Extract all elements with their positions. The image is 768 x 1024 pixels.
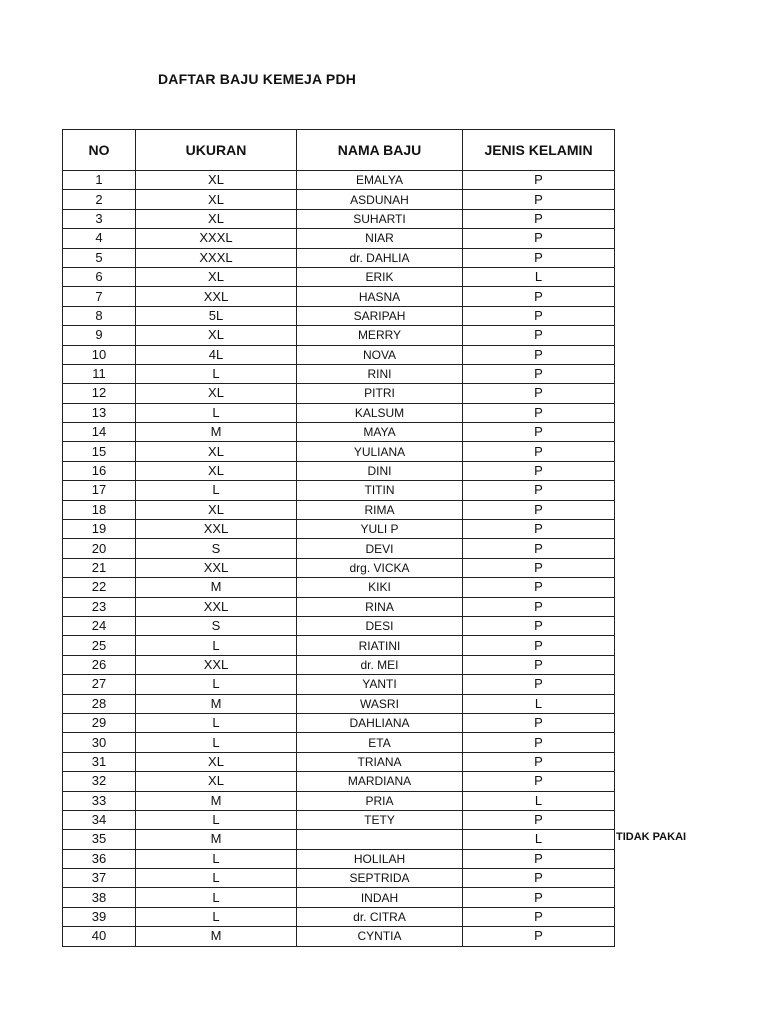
cell-no: 9 (63, 326, 136, 345)
cell-no: 3 (63, 209, 136, 228)
cell-no: 2 (63, 190, 136, 209)
cell-jenis-kelamin: P (463, 655, 615, 674)
header-ukuran: UKURAN (136, 130, 297, 171)
cell-nama-baju: KIKI (297, 578, 463, 597)
header-no: NO (63, 130, 136, 171)
cell-ukuran: 5L (136, 306, 297, 325)
cell-nama-baju: NIAR (297, 229, 463, 248)
cell-ukuran: XL (136, 171, 297, 190)
cell-jenis-kelamin: P (463, 849, 615, 868)
cell-jenis-kelamin: P (463, 539, 615, 558)
cell-nama-baju: NOVA (297, 345, 463, 364)
cell-no: 4 (63, 229, 136, 248)
cell-no: 7 (63, 287, 136, 306)
cell-ukuran: M (136, 791, 297, 810)
table-row (63, 364, 615, 383)
cell-ukuran: XXL (136, 520, 297, 539)
table-row (63, 461, 615, 480)
table-header-row (63, 130, 615, 171)
cell-ukuran: XXXL (136, 229, 297, 248)
cell-nama-baju: dr. DAHLIA (297, 248, 463, 267)
cell-nama-baju: SUHARTI (297, 209, 463, 228)
table-row (63, 869, 615, 888)
cell-nama-baju: MERRY (297, 326, 463, 345)
cell-ukuran: XXL (136, 655, 297, 674)
cell-no: 12 (63, 384, 136, 403)
cell-ukuran: L (136, 869, 297, 888)
cell-ukuran: 4L (136, 345, 297, 364)
cell-ukuran: XL (136, 752, 297, 771)
cell-nama-baju: dr. MEI (297, 655, 463, 674)
cell-no: 18 (63, 500, 136, 519)
cell-nama-baju: MARDIANA (297, 772, 463, 791)
table-row (63, 423, 615, 442)
cell-ukuran: XL (136, 461, 297, 480)
cell-nama-baju: HASNA (297, 287, 463, 306)
cell-jenis-kelamin: P (463, 345, 615, 364)
cell-nama-baju: YANTI (297, 675, 463, 694)
cell-ukuran: M (136, 694, 297, 713)
cell-jenis-kelamin: P (463, 481, 615, 500)
cell-ukuran: XL (136, 442, 297, 461)
cell-no: 20 (63, 539, 136, 558)
table-row (63, 190, 615, 209)
cell-jenis-kelamin: P (463, 733, 615, 752)
cell-nama-baju: KALSUM (297, 403, 463, 422)
cell-jenis-kelamin: P (463, 306, 615, 325)
cell-jenis-kelamin: P (463, 578, 615, 597)
cell-no: 15 (63, 442, 136, 461)
cell-nama-baju: DAHLIANA (297, 713, 463, 732)
cell-no: 24 (63, 616, 136, 635)
note-tidak-pakai: TIDAK PAKAI (616, 831, 686, 843)
table-row (63, 597, 615, 616)
cell-nama-baju: drg. VICKA (297, 558, 463, 577)
cell-nama-baju: CYNTIA (297, 927, 463, 946)
cell-nama-baju: EMALYA (297, 171, 463, 190)
cell-no: 32 (63, 772, 136, 791)
cell-nama-baju: RINI (297, 364, 463, 383)
header-nama-baju: NAMA BAJU (297, 130, 463, 171)
table-row (63, 636, 615, 655)
table-row (63, 694, 615, 713)
cell-ukuran: XL (136, 326, 297, 345)
cell-no: 13 (63, 403, 136, 422)
cell-jenis-kelamin: L (463, 791, 615, 810)
cell-jenis-kelamin: P (463, 171, 615, 190)
table-row (63, 229, 615, 248)
cell-no: 38 (63, 888, 136, 907)
cell-nama-baju: dr. CITRA (297, 907, 463, 926)
cell-jenis-kelamin: L (463, 830, 615, 849)
cell-ukuran: XXL (136, 597, 297, 616)
table-row (63, 520, 615, 539)
table-row (63, 171, 615, 190)
cell-no: 25 (63, 636, 136, 655)
cell-nama-baju: ASDUNAH (297, 190, 463, 209)
table-row (63, 578, 615, 597)
cell-jenis-kelamin: P (463, 500, 615, 519)
table-row (63, 539, 615, 558)
cell-no: 6 (63, 267, 136, 286)
cell-no: 8 (63, 306, 136, 325)
cell-no: 1 (63, 171, 136, 190)
cell-jenis-kelamin: P (463, 364, 615, 383)
cell-ukuran: L (136, 403, 297, 422)
cell-nama-baju (297, 830, 463, 849)
cell-ukuran: L (136, 675, 297, 694)
cell-no: 16 (63, 461, 136, 480)
table-row (63, 287, 615, 306)
cell-nama-baju: SARIPAH (297, 306, 463, 325)
cell-ukuran: L (136, 636, 297, 655)
cell-jenis-kelamin: P (463, 752, 615, 771)
table-row (63, 733, 615, 752)
cell-jenis-kelamin: P (463, 520, 615, 539)
cell-jenis-kelamin: P (463, 248, 615, 267)
cell-nama-baju: TRIANA (297, 752, 463, 771)
cell-jenis-kelamin: P (463, 442, 615, 461)
cell-nama-baju: WASRI (297, 694, 463, 713)
cell-no: 29 (63, 713, 136, 732)
cell-ukuran: XL (136, 190, 297, 209)
cell-jenis-kelamin: P (463, 772, 615, 791)
cell-ukuran: L (136, 907, 297, 926)
table-body (63, 171, 615, 947)
cell-nama-baju: SEPTRIDA (297, 869, 463, 888)
cell-ukuran: XL (136, 384, 297, 403)
cell-jenis-kelamin: P (463, 423, 615, 442)
cell-jenis-kelamin: P (463, 461, 615, 480)
cell-jenis-kelamin: P (463, 558, 615, 577)
cell-nama-baju: MAYA (297, 423, 463, 442)
table-row (63, 384, 615, 403)
table-row (63, 267, 615, 286)
page-title: DAFTAR BAJU KEMEJA PDH (158, 71, 357, 87)
cell-jenis-kelamin: P (463, 229, 615, 248)
cell-no: 5 (63, 248, 136, 267)
cell-jenis-kelamin: P (463, 597, 615, 616)
table-row (63, 248, 615, 267)
cell-nama-baju: DINI (297, 461, 463, 480)
cell-no: 10 (63, 345, 136, 364)
cell-ukuran: L (136, 364, 297, 383)
cell-ukuran: M (136, 927, 297, 946)
cell-jenis-kelamin: P (463, 190, 615, 209)
cell-jenis-kelamin: P (463, 907, 615, 926)
cell-no: 39 (63, 907, 136, 926)
table-row (63, 830, 615, 849)
cell-jenis-kelamin: L (463, 267, 615, 286)
cell-no: 31 (63, 752, 136, 771)
cell-ukuran: M (136, 830, 297, 849)
cell-ukuran: M (136, 578, 297, 597)
cell-ukuran: XL (136, 209, 297, 228)
cell-nama-baju: INDAH (297, 888, 463, 907)
table-row (63, 888, 615, 907)
cell-no: 21 (63, 558, 136, 577)
cell-ukuran: L (136, 849, 297, 868)
cell-jenis-kelamin: P (463, 713, 615, 732)
cell-ukuran: S (136, 539, 297, 558)
cell-nama-baju: RINA (297, 597, 463, 616)
cell-no: 11 (63, 364, 136, 383)
cell-ukuran: XXL (136, 287, 297, 306)
cell-no: 40 (63, 927, 136, 946)
cell-jenis-kelamin: P (463, 675, 615, 694)
cell-ukuran: XL (136, 267, 297, 286)
cell-no: 36 (63, 849, 136, 868)
cell-ukuran: L (136, 810, 297, 829)
table-row (63, 345, 615, 364)
cell-no: 35 (63, 830, 136, 849)
header-jenis-kelamin: JENIS KELAMIN (463, 130, 615, 171)
cell-jenis-kelamin: P (463, 869, 615, 888)
cell-ukuran: L (136, 481, 297, 500)
cell-nama-baju: YULI P (297, 520, 463, 539)
table-row (63, 655, 615, 674)
cell-jenis-kelamin: P (463, 616, 615, 635)
cell-ukuran: S (136, 616, 297, 635)
table-row (63, 752, 615, 771)
cell-nama-baju: PITRI (297, 384, 463, 403)
cell-nama-baju: TETY (297, 810, 463, 829)
cell-jenis-kelamin: P (463, 209, 615, 228)
table-row (63, 209, 615, 228)
cell-jenis-kelamin: P (463, 927, 615, 946)
table-row (63, 713, 615, 732)
table-row (63, 558, 615, 577)
cell-no: 33 (63, 791, 136, 810)
cell-no: 22 (63, 578, 136, 597)
cell-no: 23 (63, 597, 136, 616)
table-row (63, 500, 615, 519)
cell-ukuran: XL (136, 500, 297, 519)
cell-jenis-kelamin: P (463, 326, 615, 345)
cell-no: 37 (63, 869, 136, 888)
cell-jenis-kelamin: P (463, 810, 615, 829)
cell-no: 19 (63, 520, 136, 539)
cell-ukuran: XXL (136, 558, 297, 577)
cell-ukuran: L (136, 888, 297, 907)
cell-jenis-kelamin: L (463, 694, 615, 713)
cell-no: 14 (63, 423, 136, 442)
cell-no: 30 (63, 733, 136, 752)
cell-ukuran: L (136, 713, 297, 732)
cell-no: 28 (63, 694, 136, 713)
cell-nama-baju: TITIN (297, 481, 463, 500)
table-row (63, 791, 615, 810)
table-row (63, 442, 615, 461)
cell-no: 34 (63, 810, 136, 829)
table-row (63, 616, 615, 635)
table-row (63, 326, 615, 345)
shirt-table (62, 129, 615, 947)
cell-ukuran: XL (136, 772, 297, 791)
cell-jenis-kelamin: P (463, 384, 615, 403)
cell-nama-baju: HOLILAH (297, 849, 463, 868)
cell-nama-baju: ERIK (297, 267, 463, 286)
table-row (63, 927, 615, 946)
cell-nama-baju: YULIANA (297, 442, 463, 461)
cell-nama-baju: RIATINI (297, 636, 463, 655)
table-row (63, 403, 615, 422)
table-row (63, 849, 615, 868)
cell-jenis-kelamin: P (463, 636, 615, 655)
cell-jenis-kelamin: P (463, 287, 615, 306)
cell-ukuran: L (136, 733, 297, 752)
cell-nama-baju: ETA (297, 733, 463, 752)
table-row (63, 481, 615, 500)
cell-jenis-kelamin: P (463, 888, 615, 907)
table-row (63, 306, 615, 325)
cell-nama-baju: RIMA (297, 500, 463, 519)
cell-no: 26 (63, 655, 136, 674)
cell-nama-baju: DESI (297, 616, 463, 635)
cell-no: 27 (63, 675, 136, 694)
cell-jenis-kelamin: P (463, 403, 615, 422)
table-row (63, 772, 615, 791)
table-row (63, 675, 615, 694)
cell-ukuran: XXXL (136, 248, 297, 267)
cell-nama-baju: DEVI (297, 539, 463, 558)
cell-no: 17 (63, 481, 136, 500)
cell-ukuran: M (136, 423, 297, 442)
table-row (63, 907, 615, 926)
cell-nama-baju: PRIA (297, 791, 463, 810)
table-row (63, 810, 615, 829)
